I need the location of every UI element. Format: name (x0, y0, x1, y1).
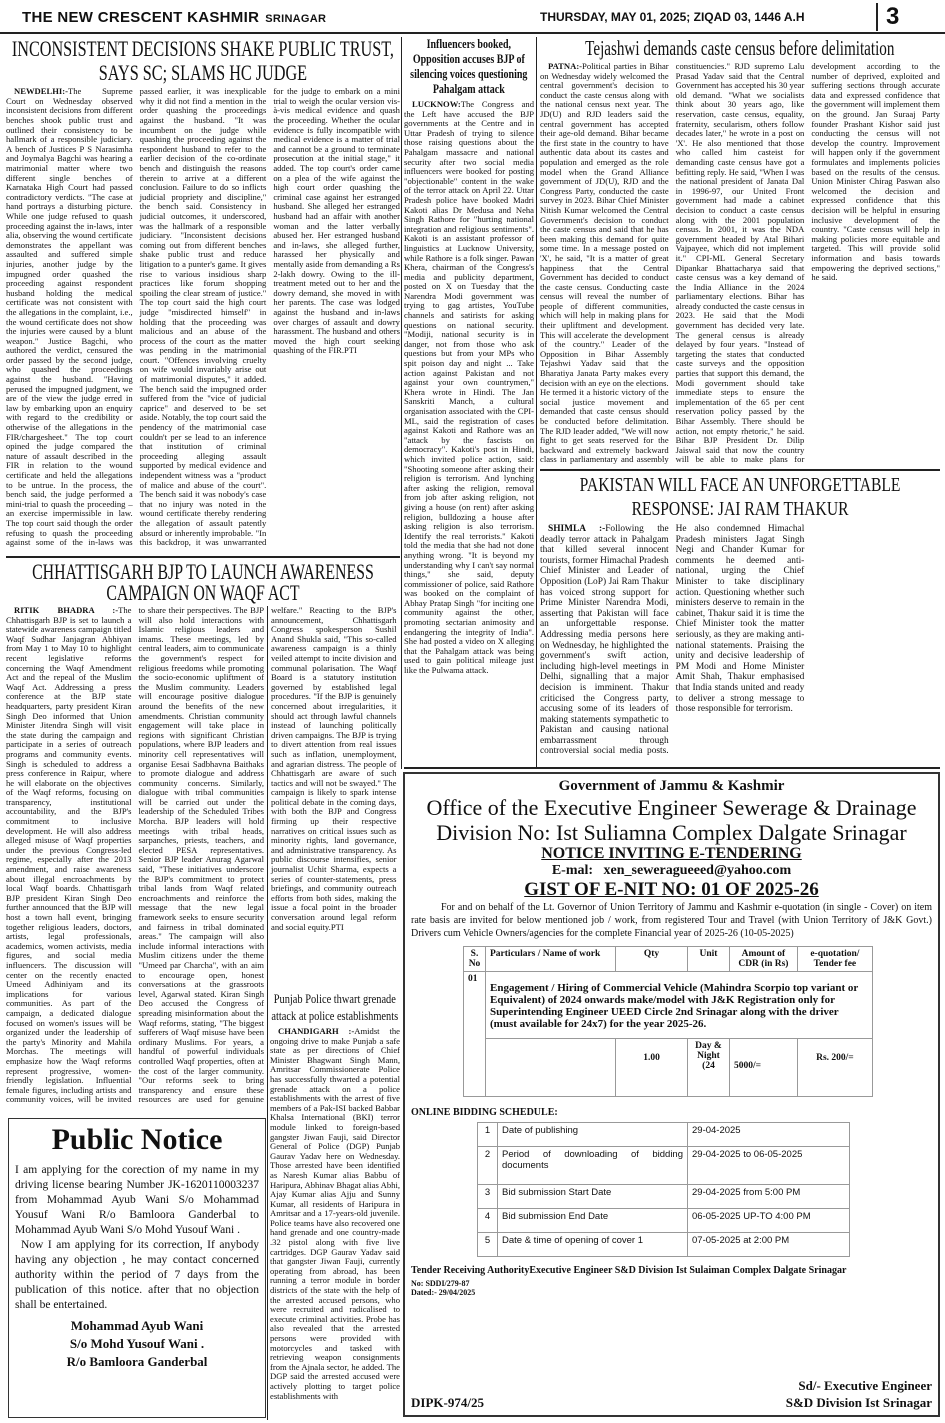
article-body: LUCKNOW:The Congress and the Left have accused the BJP governments at the Centre and in Uttar Pradesh of trying to silence those raising questions about the Pahalgam massacre and national security after two social media influencers were booked for posting "objectionable" content in the wake of the terror attack on April 22. Uttar Pradesh police have booked Madri Kakoti alias Dr Medusa and Neha Singh Rathore for "hurting national integration and religious sentiments". Kakoti is an assistant professor of linguistics at Lucknow University, while Rathore is a folk singer. Pawan Khera, chairman of the Congress's media and publicity department, posted on X on Tuesday that the Narendra Modi government was trying to gag artistes, YouTube channels and satirists for asking questions on national security. "Modiji, national security is in danger, not from those who ask questions but from your MPs who spit poison day and night ... Take action against Pakistan and not against your own countrymen," Khera wrote in Hindi. The Jan Sanskriti Manch, a cultural organisation associated with the CPI-ML, said the registration of cases against Kakoti and Rathore was an "attack by the fascists on democracy". Kakoti's post in Hindi, which invited police action, said: "Shooting someone after asking their religion is terrorism. And lynching after asking the religion, removal from job after asking religion, not giving a house (on rent) after asking religion, bulldozing a house after asking religion is also terrorism. Identify the real terrorists." Kakoti told the media that she had not done anything wrong. "It is beyond my understanding why I can't say normal things," she said, deputy commissioner of police, said Rathore was booked on the complaint of Abhay Pratap Singh "for inciting one community against the other, promoting sectarian animosity and endangering the integrity of India". She had posted a video on X alleging that the Pahalgam attack was being used to gain political mileage just like the Pulwama attack. (404, 99, 534, 676)
tender-office: Office of the Executive Engineer Sewerage & Drainage Division No: Ist Suliamna Complex Dalgate Srinagar (426, 795, 917, 845)
article-body: CHANDIGARH :-Amidst the ongoing drive to make Punjab a safe state as per directions of Chief Minister Bhagwant Singh Mann, Amritsar Commissionerate Police has successfully thwarted a potential grenade attack on a police establishments with the arrest of five members of a Pak-ISI backed Babbar Khalsa International (BKI) terror module linked to foreign-based gangster Jiwan Fauji, said Director General of Police (DGP) Punjab Gaurav Yadav here on Wednesday. Those arrested have been identified as Naresh Kumar alias Babbu of Haripura, Abhinav Bhagat alias Abhi, Ajay Kumar alias Ajju and Sunny Kumar, all residents of Haripura in Amritsar and a 17-years-old juvenile. Police teams have also recovered one hand grenade and one country-made .32 pistol along with five live cartridges. DGP Gaurav Yadav said that gangster Jiwan Fauji, currently operating from abroad, has been running a terror module in border districts of the state with the help of the arrested accused persons, who were recruited and radicalised to execute criminal activities. Probe has also revealed that the arrested persons were provided with motorcycles and tasked with retrieving weapon consignments from the Ajnala sector, he added. The DGP said the arrested accused were actively plotting to target police establishments with (270, 1026, 400, 1401)
headline: PAKISTAN WILL FACE AN UNFORGETTABLE RESPONSE: JAI RAM THAKUR (579, 474, 901, 520)
notice-signature: Mohammad Ayub Wani S/o Mohd Yusouf Wani . R/o Bamloora Ganderbal (66, 1318, 208, 1369)
article-punjab (270, 990, 400, 1418)
tender-notice-title: NOTICE INVITING E-TENDERING (541, 845, 802, 862)
issue-date: THURSDAY, MAY 01, 2025; ZIQAD 03, 1446 A.H (540, 10, 805, 24)
dipk-number: DIPK-974/25 (411, 1395, 484, 1410)
article-pakistan (540, 473, 940, 764)
page-number: 3 (876, 3, 899, 31)
tender-government: Government of Jammu & Kashmir (558, 778, 785, 794)
tender-gist: GIST OF E-NIT NO: 01 OF 2025-26 (524, 879, 819, 900)
masthead (0, 0, 945, 34)
tender-advertisement (403, 772, 940, 1417)
headline: Punjab Police thwart grenade attack at police establishments (271, 991, 399, 1023)
headline: Tejashwi demands caste census before delimitation (585, 36, 895, 60)
tender-authority: Tender Receiving AuthorityExecutive Engineer S&D Division Ist Sulaiman Complex Dalgate Srinagar (411, 1265, 847, 1276)
tender-email[interactable]: xen_seweragueeed@yahoo.com (603, 863, 792, 878)
tender-date: Dated:- 29/04/2025 (411, 1288, 476, 1297)
article-influencers (404, 37, 534, 765)
email-label: E-mal: (551, 863, 594, 878)
tender-ref-no: No: SDDI/279-87 (411, 1279, 470, 1288)
article-body: PATNA:-Political parties in Bihar on Wednesday widely welcomed the central government's decision to conduct the caste census along with the national census next year. The JD(U) and RJD leaders said the central government has accepted their age-old demand. Bihar became the first state in the country to have authentic data about its castes and population and emerged as the role model when the Grand Alliance government of JD(U), RJD and the Congress Party, conducted the caste survey in 2023. Bihar Chief Minister Nitish Kumar welcomed the Central Government's decision to conduct the caste census and said that he has been making this demand for quite some time. In a message posted on 'X', he said, "It is a matter of great happiness that the Central Government has decided to conduct the caste census. Conducting caste census will reveal the number of people of different communities, which will help in making plans for their upliftment and development. This will accelerate the development of the country." Leader of the Opposition in Bihar Assembly Tejashwi Yadav said that the Bharatiya Janata Party makes every decision with an eye on the elections. He termed it a historic victory of the social justice movement and demanded that caste census should be conducted before delimitation. The RJD leader added, "We will now fight to get seats reserved for the backward and extremely backward class in parliamentary and assembly constituencies." RJD supremo Lalu Prasad Yadav said that the Central Government has accepted his 30 year old demand. "What we socialists think about 30 years ago, like reservation, caste census, equality, fraternity, secularism, others follow decades later," he wrote in a post on 'X'. He also mentioned that those who called him casteist for demanding caste census have got a befitting reply. He said, "When I was the national president of Janata Dal in 1996-97, our United Front government had made a cabinet decision to conduct a caste census along with the 2001 population census. In 2001, it was the NDA government headed by Atal Bihari Vajpayee, which did not implement it." CPI-ML General Secretary Dipankar Bhattacharya said that caste census was a key demand of the India Alliance in the 2024 parliamentary elections. Bihar has already conducted the caste census in 2023. He said that the Modi government has decided very late. The general census is already delayed by four years. "Instead of targeting the states that conducted caste surveys and the opposition parties that support this demand, the Modi government should take immediate steps to ensure the implementation of the 65 per cent reservation policy passed by the Bihar Assembly. There should be action, not empty rhetoric," he said. Bihar BJP President Dr. Dilip Jaiswal said that now the country will be able to make plans for development according to the number of deprived, exploited and suffering sections through accurate data and expressed confidence that the government will implement them on the ground. Jan Suraaj Party founder Prashant Kishor said just conducting the census will not develop the country. Improvement will happen only if the government formulates and implements policies based on the results of the census. Union Minister Chirag Paswan also welcomed the decision and expressed confidence that this decision will be helpful in ensuring inclusive development of the country. "Caste census will help in making policies more equitable and targeted. This will provide solid information and basis towards empowering the deprived sections," he said. (540, 61, 940, 465)
headline: INCONSISTENT DECISIONS SHAKE PUBLIC TRUST, SAYS SC; SLAMS HC JUDGE (11, 36, 394, 85)
tender-signature: Sd/- Executive Engineer S&D Division Ist Srinagar (785, 1378, 932, 1410)
tender-work-table: S. No Particulars / Name of work Qty Unit Amount of CDR (in Rs) e-quotation/ Tender fee 01 Engagement / Hiring of Commercial Vehicle (Mahindra Scorpio top variant or Equivalent) of 2024 onwards make/model with J&K Registration only for Superintending Engineer UEED Circle 2nd Srinagar along with the driver (must available for 24x7) for the year 2025-26. 1.00 Day & Night (24 5000/= Rs. 200/= (463, 946, 873, 1097)
article-body: NEWDELHI:-The Supreme Court on Wednesday observed inconsistent decisions from different benches shook public trust and outlined their consistency to be hallmark of a responsible judiciary. A bench of Justices P S Narasimha and Joymalya Bagchi was hearing a matrimonial matter where two different single benches of Karnataka High Court had passed contradictory verdicts. "The case at hand portrays a disturbing picture. While one judge refused to quash proceeding against the in-laws, inter alia, observing the wound certificate demonstrates the appellant was assaulted and suffered simple injuries, another judge by the impugned order quashed the proceeding against respondent husband holding the medical certificate was not consistent with the allegations in the complaint, i.e., the wound certificate does not show the injuries were caused by a blunt weapon." Justice Bagchi, who authored the verdict, censured the order passed by the second judge, who quashed the proceedings against the husband. "Having perused the impugned judgment, we are of the view the judge erred in law by embarking upon an enquiry with regard to the credibility or otherwise of the allegations in the FIR/chargesheet." The top court opined the judge compared the nature of assault described in the FIR in relation to the wound certificate and held the allegations to be untrue. In the process, the bench said, the judge performed a mini-trial to quash the proceeding – an exercise impermissible in law. The top court said though the order refusing to quash the proceeding against some of the in-laws was passed earlier, it was inexplicable why it did not find a mention in the order quashing the proceedings against the husband. "It was incumbent on the judge while quashing the proceeding against the respondent husband to refer to the earlier decision of the co-ordinate bench and distinguish the reasons therein to arrive at a different conclusion. Failure to do so inflicts judicial propriety and discipline," the bench said. Consistency in judicial outcomes, it underscored, was the hallmark of a responsible judiciary. "Inconsistent decisions coming out from different benches shake public trust and reduce litigation to a punter's game. It gives rise to various insidious sharp practices like forum shopping spoiling the clear stream of justice." The top court said the high court judge "misdirected himself" in holding that the proceeding was malicious and an abuse of the process of the court as the matter was pending in the matrimonial court. "Offences involving cruelty on wife would invariably arise out of matrimonial disputes," it added. The bench said the impugned order suffered from the "vice of judicial caprice" and deserved to be set aside. Notably, the top court said the pendency of the matrimonial case couldn't per se lead to an inference that institution of criminal proceeding alleging assault supported by medical evidence and independent witness was a "product of malice and abuse of the court". The bench said it was nobody's case that no injury was noted in the wound certificate thereby rendering the allegation of assault patently absurd or inherently improbable. "In this backdrop, it was unwarranted for the judge to embark on a mini trial to weigh the ocular version vis-à-vis medical evidence and quash the proceeding. Whether the ocular evidence is fully incompatible with medical evidence is a matter of trial and cannot be a ground to terminate prosecution at the initial stage," it added. The top court's order came on a plea of the wife against the high court order quashing the criminal case against her estranged husband. She alleged her estranged husband had an affair with another woman and the latter verbally abused her. Her estranged husband and in-laws, she alleged further, harassed her physically and mentally aside from demanding a Rs 2-lakh dowry. Owing to the ill-treatment meted out to her and the dowry demand, she moved in with her parents. The case was lodged against the husband and in-laws over charges of assault and dowry harassment. The husband and others moved the high court seeking quashing of the FIR.PTI (6, 86, 400, 548)
article-body: RITIK BHADRA :-The Chhattisgarh BJP is set to launch a statewide awareness campaign titled Waqf Sudhar Janjagran Abhiyan from May 1 to May 10 to highlight recent legislative reforms concerning the Waqf Amendment Act and the repeal of the Muslim Waqf Act. Addressing a press conference at the BJP state headquarters, party president Kiran Singh Deo informed that Union Minister Jitendra Singh will visit the state during the campaign and participate in a series of outreach programs and community events. Singh is scheduled to address a press conference in Raipur, where he will elaborate on the objectives of the Waqf reforms, focusing on transparency, institutional accountability, and the BJP's commitment to inclusive development. He will also address alleged misuse of Waqf properties under the previous Congress-led regime, especially after the 2013 amendment, and raise awareness about illegal encroachments by local Waqf boards. Chhattisgarh BJP president Kiran Singh Deo further announced that the BJP will host a town hall event, bringing together religious leaders, doctors, artists, legal professionals, academics, women activists, media figures, and social media influencers. The discussion will center on the recently enacted Umeed Adhiniyam and its implications for various communities. As part of the campaign, a dedicated dialogue focused on women's issues will be organized under the leadership of the party's Minority and Mahila Morchas. The meetings will emphasize how the Waqf reforms represent progressive, women-friendly legislation. Influential female figures, including artists and community voices, will be invited to share their perspectives. The BJP will also hold interactions with Islamic religious leaders and imams. These meetings, led by central leaders, aim to communicate the government's respect for religious freedoms while promoting the socio-economic upliftment of the Muslim community. Leaders will encourage positive dialogue around the benefits of the new amendments. Christian community engagement will take place in regions with significant Christian populations, where BJP leaders and minority cell representatives will organise Eesai Sadbhavna Baithaks to promote dialogue and address community concerns. Similarly, dialogue with tribal communities will be carried out under the leadership of the Scheduled Tribes Morcha. BJP leaders will hold meetings with tribal heads, sarpanches, priests, teachers, and elected PESA representatives. Senior BJP leader Anurag Agarwal said, "These initiatives underscore the BJP's commitment to protect tribal lands from Waqf related encroachments and reinforce the message that the new legal framework seeks to ensure security and fairness in tribal dominated areas." The campaign will also include informal interactions with Muslim citizens under the theme "Umeed par Charcha", with an aim to encourage open, honest conversations at the grassroots level, Agarwal stated. Kiran Singh Deo accused the Congress of spreading misinformation about the Waqf reforms, stating, "The biggest sufferers of Waqf misuse have been ordinary Muslims. For years, a handful of powerful individuals controlled Waqf properties, often at the cost of the larger community. "Our reforms seek to bring transparency and ensure these resources are used for genuine welfare." Reacting to the BJP's announcement, Chhattisgarh Congress spokesperson Sushil Anand Shukla said, "This so-called awareness campaign is a thinly veiled attempt to incite division and communal polarisation. The Waqf Board is a statutory institution governed by established legal procedures. "If the BJP is genuinely concerned about irregularities, it should act through lawful channels instead of launching politically driven campaigns. The BJP is trying to divert attention from real issues such as inflation, unemployment, and agrarian distress. The people of Chhattisgarh are aware of such tactics and will not be swayed." The campaign is likely to spark intense political debate in the coming days, with both the BJP and Congress firming up their respective narratives on critical issues such as minority rights, land governance, and administrative transparency. As public discourse intensifies, senior journalist Uchit Sharma, expects a series of counter-statements, press briefings, and community outreach efforts from both sides, making the issue a focal point in the broader conversation around legal reform and social equity.PTI (6, 605, 397, 1105)
article-sc (6, 37, 400, 554)
tender-intro: For and on behalf of the Lt. Governor of Union Territory of Jammu and Kashmir e-quotation (in single - Cover) on item rate basis are invited for below mentioned job / work, from registered Tour and Travel (with Union Territory of J&K Govt.) Drivers cum Vehicle Owners/agencies for the complete Financial year of 2025-26 (10-05-2025) (411, 902, 932, 939)
notice-text-2: Now I am applying for its correction, If anybody having any objection , he may contact concerned authority within the period of 7 days from the publication of this notice. after that no objection shall be entertained. (15, 1239, 259, 1311)
tender-footer (411, 1373, 932, 1411)
headline: Influencers booked, Opposition accuses BJP of silencing voices questioning Pahalgam attack (410, 37, 528, 96)
headline: CHHATTISGARH BJP TO LAUNCH AWARENESS CAMPAIGN ON WAQF ACT (32, 559, 374, 605)
article-tejashwi (540, 37, 940, 467)
notice-text: I am applying for the corection of my name in my driving license bearing Number JK-1620110003237 from Mohammad Ayub Wani S/o Mohammad Yousuf Wani R/o Bamloora Ganderbal to Mohammad Ayub Wani S/o Mohd Yusouf Wani . (15, 1164, 259, 1236)
schedule-table: 1 Date of publishing 29-04-2025 2 Period of downloading of bidding documents 29-04-2025 to 06-05-2025 3 Bid submission Start Date 29-04-2025 from 5:00 PM 4 Bid submission End Date 06-05-2025 UP-TO 4:00 PM 5 Date & time of opening of cover 1 07-05-2025 at 2:00 PM (477, 1122, 850, 1257)
public-notice (8, 1118, 266, 1418)
article-body: SHIMLA :-Following the deadly terror attack in Pahalgam that killed several innocent tourists, former Himachal Pradesh Chief Minister and Leader of Opposition (LoP) Jai Ram Thakur has voiced strong support for Prime Minister Narendra Modi, asserting that Pakistan will face an unforgettable response. Addressing media persons here on Wednesday, he highlighted the government's swift action, including high-level meetings in Delhi, signalling that a major decision is imminent. Thakur criticised the Congress party, accusing some of its leaders of making statements sympathetic to Pakistan and causing national embarrassment through controversial social media posts. He also condemned Himachal Pradesh ministers Jagat Singh Negi and Chander Kumar for comments he deemed anti-national, urging the Chief Minister to take disciplinary action. Questioning whether such ministers deserve to remain in the cabinet, Thakur said it is time the Chief Minister took the matter seriously, as they are making anti-national statements. Praising the unity and decisive leadership of PM Modi and Home Minister Amit Shah, Thakur emphasised that India stands united and ready to deliver a strong message to those responsible for terrorism. (540, 524, 805, 757)
newspaper-name: THE NEW CRESCENT KASHMIR SRINAGAR (22, 9, 327, 26)
notice-title: Public Notice (51, 1123, 223, 1156)
schedule-title: ONLINE BIDDING SCHEDULE: (411, 1107, 558, 1118)
